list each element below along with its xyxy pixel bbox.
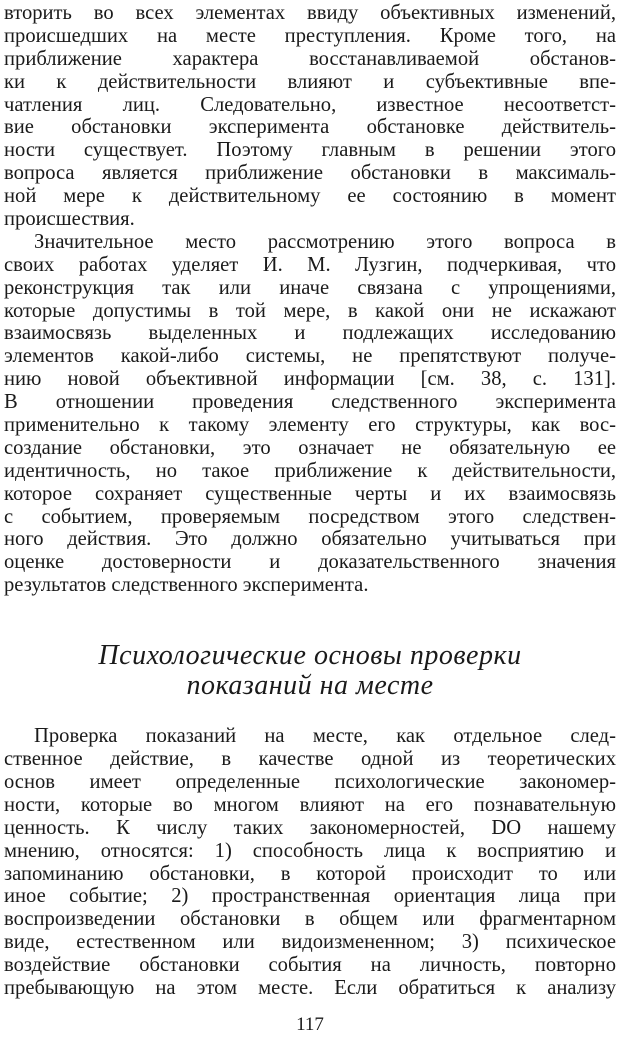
text-line: результатов следственного эксперимента. xyxy=(4,574,369,597)
text-line: воздействие обстановки события на личность, повторно xyxy=(4,954,616,977)
text-line: элементов какой-либо системы, не препятствуют получе- xyxy=(4,345,616,368)
text-line: иное событие; 2) пространственная ориентация лица при xyxy=(4,885,616,908)
text-line: вторить во всех элементах ввиду объективных изменений, xyxy=(4,2,616,24)
text-line: создание обстановки, это означает не обязательную ее xyxy=(4,436,616,459)
page-number: 117 xyxy=(296,1014,324,1035)
text-line: ности существует. Поэтому главным в решении этого xyxy=(4,139,616,162)
text-line: происшедших на месте преступления. Кроме того, на xyxy=(4,24,616,47)
text-line: Значительное место рассмотрению этого вопроса в xyxy=(34,230,616,253)
text-line: виде, естественном или видоизмененном; 3) психическое xyxy=(4,931,616,954)
text-line: вие обстановки эксперимента обстановке действитель- xyxy=(4,116,616,139)
text-line: воспроизведении обстановки в общем или фрагментарном xyxy=(4,908,616,931)
text-line: ной мере к действительному ее состоянию в момент xyxy=(4,185,616,208)
section-heading-line: Психологические основы проверки xyxy=(98,640,522,672)
text-line: ного действия. Это должно обязательно учитываться при xyxy=(4,528,616,551)
text-line: ности, которые во многом влияют на его познавательную xyxy=(4,793,616,816)
text-line: ценность. К числу таких закономерностей, DO нашему xyxy=(4,816,616,839)
text-line: идентичность, но такое приближение к действительности, xyxy=(4,459,616,482)
paragraph-verification xyxy=(4,725,616,1000)
section-heading-line: показаний на месте xyxy=(186,670,434,702)
text-line: Проверка показаний на месте, как отдельное след- xyxy=(34,725,616,748)
text-line: происшествия. xyxy=(4,208,135,231)
page-body xyxy=(4,2,616,1000)
text-line: своих работах уделяет И. М. Лузгин, подчеркивая, что xyxy=(4,253,616,276)
text-line: запоминанию обстановки, в которой происходит то или xyxy=(4,862,616,885)
text-line: В отношении проведения следственного эксперимента xyxy=(4,391,616,414)
text-line: с событием, проверяемым посредством этого следствен- xyxy=(4,505,616,528)
section-heading xyxy=(4,641,616,701)
text-line: ки к действительности влияют и субъективные впе- xyxy=(4,70,616,93)
text-line: реконструкция так или иначе связана с упрощениями, xyxy=(4,276,616,299)
paragraph-luzgin xyxy=(4,231,616,597)
text-line: нию новой объективной информации [см. 38, с. 131]. xyxy=(4,368,616,391)
text-line: которые допустимы в той мере, в какой они не искажают xyxy=(4,299,616,322)
text-line: применительно к такому элементу его структуры, как вос- xyxy=(4,414,616,437)
text-line: оценке достоверности и доказательственного значения xyxy=(4,551,616,574)
text-line: основ имеет определенные психологические закономер- xyxy=(4,770,616,793)
text-line: пребывающую на этом месте. Если обратиться к анализу xyxy=(4,976,616,999)
text-line: вопроса является приближение обстановки в максималь- xyxy=(4,162,616,185)
paragraph-continued xyxy=(4,2,616,231)
text-line: взаимосвязь выделенных и подлежащих исследованию xyxy=(4,322,616,345)
text-line: мнению, относятся: 1) способность лица к восприятию и xyxy=(4,839,616,862)
text-line: ственное действие, в качестве одной из теоретических xyxy=(4,748,616,771)
text-line: приближение характера восстанавливаемой обстанов- xyxy=(4,47,616,70)
text-line: чатления лиц. Следовательно, известное несоответст- xyxy=(4,93,616,116)
text-line: которое сохраняет существенные черты и их взаимосвязь xyxy=(4,482,616,505)
